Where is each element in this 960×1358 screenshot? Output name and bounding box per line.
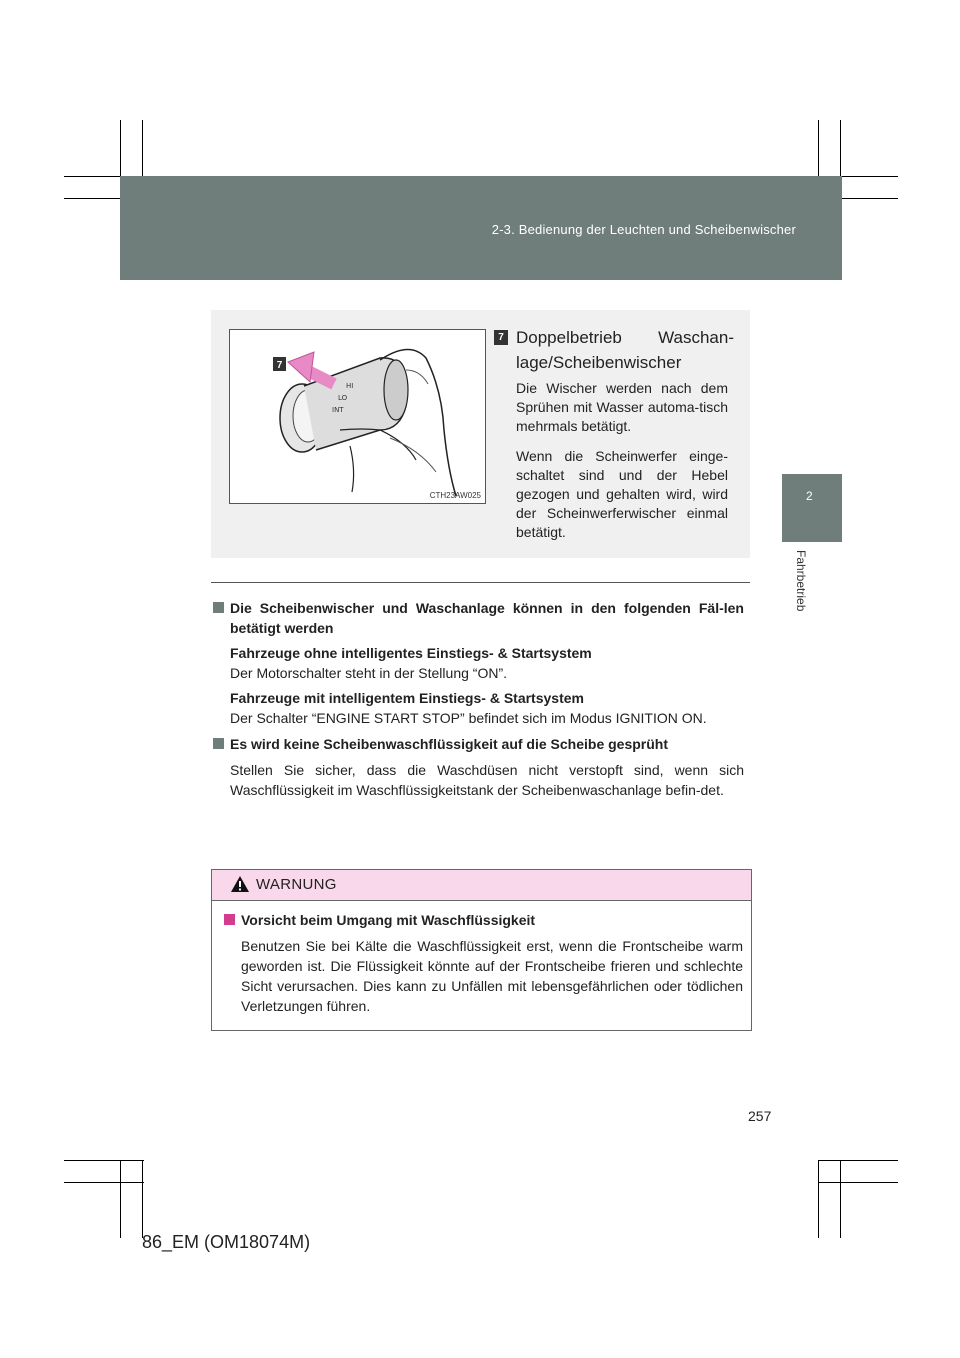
warning-title: WARNUNG [256, 876, 337, 893]
crop-mark [120, 1160, 121, 1238]
note-text: Der Schalter “ENGINE START STOP” befindet sich im Modus IGNITION ON. [230, 710, 707, 726]
warning-heading: Vorsicht beim Umgang mit Waschflüssigkeit [224, 910, 743, 930]
note-subsection [213, 643, 744, 683]
note-heading: Es wird keine Scheibenwaschflüssigkeit auf die Scheibe gesprüht [213, 734, 744, 754]
bullet-square-icon [213, 602, 224, 613]
wiper-lever-illustration [229, 329, 486, 504]
warning-content [224, 910, 743, 1016]
crop-mark [818, 1182, 898, 1183]
crop-mark [142, 1160, 143, 1238]
manual-code: 86_EM (OM18074M) [142, 1232, 311, 1252]
item-description-1: Die Wischer werden nach dem Sprühen mit Wasser automa-tisch mehrmals betätigt. [516, 380, 728, 434]
warning-box [211, 869, 752, 1031]
note-text: Der Motorschalter steht in der Stellung “ON”. [230, 665, 507, 681]
note-subtitle: Fahrzeuge ohne intelligentes Einstiegs- & Startsystem [230, 645, 592, 661]
page-number: 257 [748, 1108, 772, 1124]
warning-text: Benutzen Sie bei Kälte die Waschflüssigkeit erst, wenn die Frontscheibe warm geworden ist. Die Flüssigkeit könnte auf der Frontscheibe frieren und schlechte Sicht verursachen. Dies kann zu Unfällen mit lebensgefährlichen oder tödlichen Verletzungen führen. [241, 938, 743, 1014]
divider [211, 582, 750, 583]
item-title [494, 325, 734, 375]
crop-mark [818, 1160, 819, 1238]
item-title-text: Doppelbetrieb Waschan-lage/Scheibenwischer [516, 328, 734, 372]
figure-code: CTH23AW025 [429, 491, 481, 500]
crop-mark [818, 1160, 898, 1161]
bullet-square-icon [213, 738, 224, 749]
item-number-badge: 7 [494, 330, 508, 345]
section-title: 2-3. Bedienung der Leuchten und Scheibenwischer [491, 222, 796, 237]
crop-mark [840, 1160, 841, 1238]
item-description-2: Wenn die Scheinwerfer einge-schaltet sind und der Hebel gezogen und gehalten wird, wird der Scheinwerferwischer einmal betätigt. [516, 448, 728, 540]
note-heading: Die Scheibenwischer und Waschanlage können in den folgenden Fäl-len betätigt werden [213, 598, 744, 638]
wiper-lever-drawing [230, 330, 485, 503]
figure-panel [211, 310, 750, 558]
bullet-square-icon [224, 914, 235, 925]
crop-mark [64, 1160, 144, 1161]
chapter-label: Fahrbetrieb [794, 550, 808, 612]
svg-text:HI: HI [346, 382, 354, 390]
note-subsection [213, 688, 744, 728]
crop-mark [64, 1182, 144, 1183]
chapter-tab [782, 474, 842, 542]
warning-header [212, 870, 751, 901]
section-header [120, 176, 842, 280]
figure-callout: 7 [276, 360, 283, 371]
notes-block [213, 598, 744, 800]
note-subtitle: Fahrzeuge mit intelligentem Einstiegs- & Startsystem [230, 690, 584, 706]
svg-text:LO: LO [338, 394, 348, 402]
note-text: Stellen Sie sicher, dass die Waschdüsen nicht verstopft sind, wenn sich Waschflüssigkeit im Waschflüssigkeitstank der Scheibenwaschanlage befin-det. [230, 762, 744, 798]
svg-text:INT: INT [332, 406, 344, 414]
warning-triangle-icon [230, 875, 250, 893]
chapter-number: 2 [806, 489, 813, 503]
